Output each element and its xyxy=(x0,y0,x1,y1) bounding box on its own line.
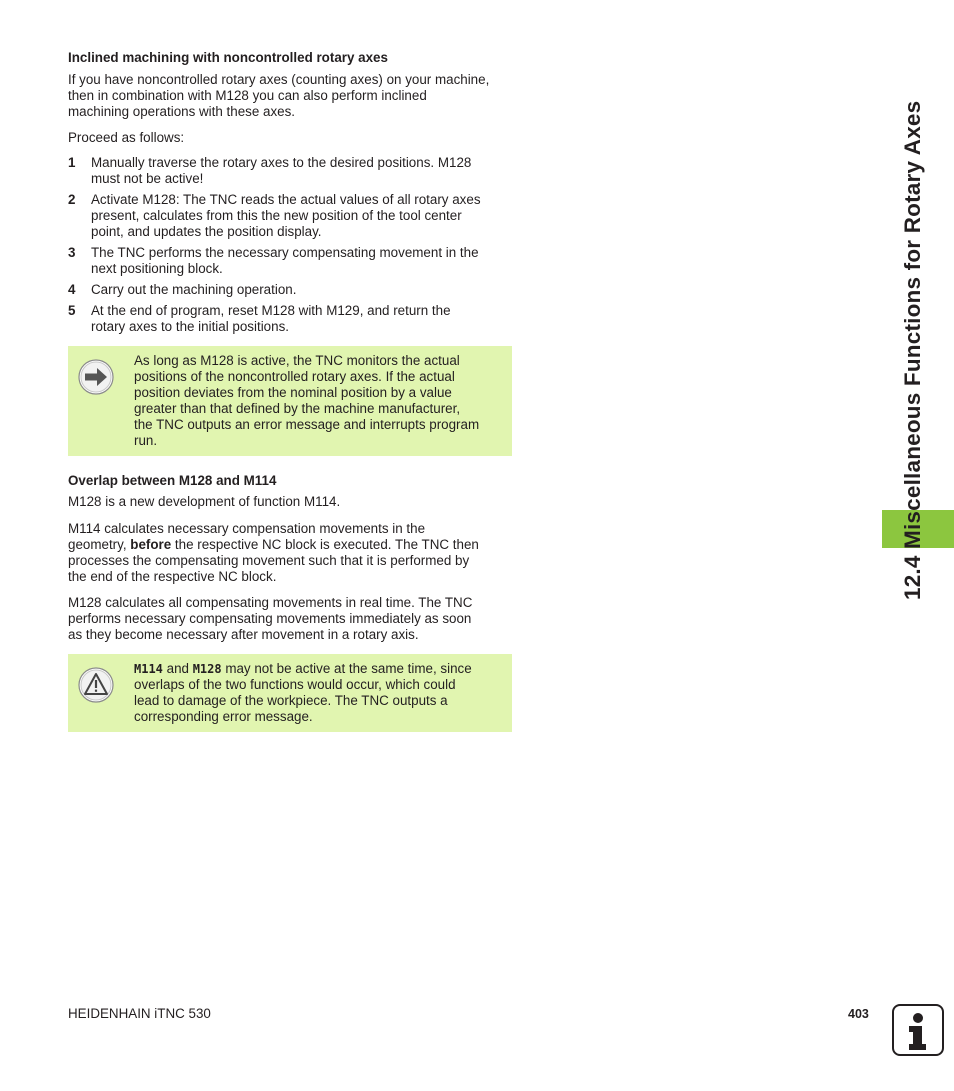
m128-paragraph: M128 calculates all compensating movements in real time. The TNC performs necessary compensating movements immediately as soon as they become necessary after movement in a rotary axis. xyxy=(68,595,473,642)
step-1 xyxy=(68,155,514,187)
step-3 xyxy=(68,245,514,277)
proceed-text: Proceed as follows: xyxy=(68,130,185,145)
step-5 xyxy=(68,303,514,335)
step-text: Carry out the machining operation. xyxy=(91,282,297,297)
section-heading-inclined: Inclined machining with noncontrolled rotary axes xyxy=(68,50,388,65)
info-note-box xyxy=(68,346,512,456)
step-text: Activate M128: The TNC reads the actual values of all rotary axes present, calculates from this the new position of the tool center point, and updates the position display. xyxy=(91,192,481,239)
warning-note-box xyxy=(68,654,512,732)
page-number: 403 xyxy=(848,1007,869,1021)
warning-icon xyxy=(78,667,114,703)
step-number: 5 xyxy=(68,303,76,318)
step-2 xyxy=(68,192,514,240)
step-number: 2 xyxy=(68,192,76,207)
section-heading-overlap: Overlap between M128 and M114 xyxy=(68,473,277,488)
step-number: 4 xyxy=(68,282,76,297)
arrow-right-icon xyxy=(78,359,114,395)
chapter-side-title: 12.4 Miscellaneous Functions for Rotary Axes xyxy=(900,100,925,600)
warning-text: M114 and M128 may not be active at the same time, since overlaps of the two functions would occur, which could lead to damage of the workpiece. The TNC outputs a corresponding error message. xyxy=(134,661,472,724)
step-text: The TNC performs the necessary compensating movement in the next positioning block. xyxy=(91,245,479,276)
m114-paragraph: M114 calculates necessary compensation movements in the geometry, before the respective NC block is executed. The TNC then processes the compensating movement such that it is performed by the end of the respective NC block. xyxy=(68,521,479,584)
note-text: As long as M128 is active, the TNC monitors the actual positions of the noncontrolled rotary axes. If the actual position deviates from the nominal position by a value greater than that defined by the machine manufacturer, the TNC outputs an error message and interrupts program run. xyxy=(134,353,480,448)
info-icon xyxy=(892,1004,944,1056)
step-number: 3 xyxy=(68,245,76,260)
step-text: At the end of program, reset M128 with M129, and return the rotary axes to the initial positions. xyxy=(91,303,451,334)
overlap-intro: M128 is a new development of function M114. xyxy=(68,494,341,509)
step-4 xyxy=(68,282,514,298)
footer-product: HEIDENHAIN iTNC 530 xyxy=(68,1006,211,1021)
step-number: 1 xyxy=(68,155,76,170)
step-text: Manually traverse the rotary axes to the desired positions. M128 must not be active! xyxy=(91,155,472,186)
intro-paragraph: If you have noncontrolled rotary axes (counting axes) on your machine, then in combination with M128 you can also perform inclined machining operations with these axes. xyxy=(68,72,490,119)
